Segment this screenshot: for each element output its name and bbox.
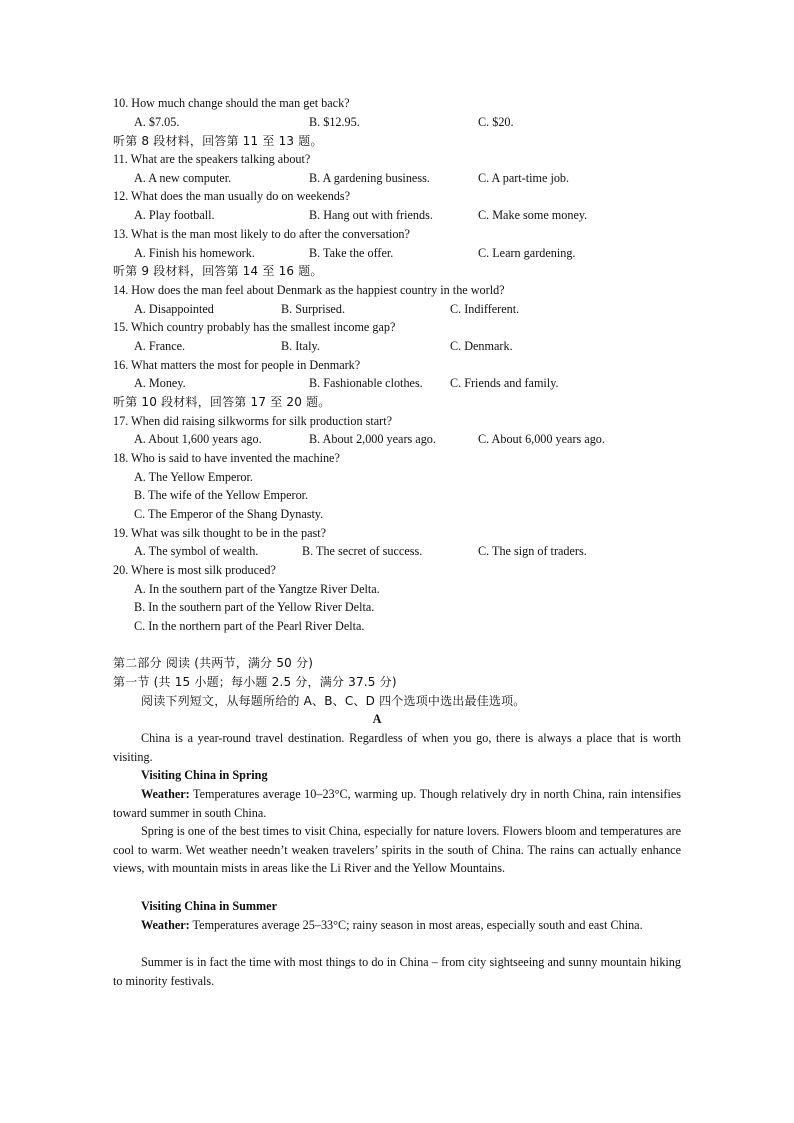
option-14b: B. Surprised. (281, 302, 345, 316)
option-18a: A. The Yellow Emperor. (134, 470, 253, 484)
section-note-10: 听第 10 段材料，回答第 17 至 20 题。 (113, 395, 331, 409)
question-17: 17. When did raising silkworms for silk production start? (113, 414, 393, 428)
question-15: 15. Which country probably has the smallest income gap? (113, 320, 396, 334)
option-14a: A. Disappointed (134, 302, 214, 316)
option-19b: B. The secret of success. (302, 544, 423, 558)
option-15b: B. Italy. (281, 339, 320, 353)
part2-subtitle: 第一节 (共 15 小题；每小题 2.5 分，满分 37.5 分) (113, 675, 397, 689)
option-20b: B. In the southern part of the Yellow River Delta. (134, 600, 375, 614)
option-15c: C. Denmark. (450, 339, 513, 353)
option-10a: A. $7.05. (134, 115, 180, 129)
option-12c: C. Make some money. (478, 208, 588, 222)
weather-label: Weather: (141, 787, 190, 801)
summer-weather (113, 916, 681, 935)
question-20: 20. Where is most silk produced? (113, 563, 276, 577)
option-16b: B. Fashionable clothes. (309, 376, 423, 390)
weather-label: Weather: (141, 918, 190, 932)
option-17a: A. About 1,600 years ago. (134, 432, 262, 446)
option-11b: B. A gardening business. (309, 171, 430, 185)
question-11: 11. What are the speakers talking about? (113, 152, 311, 166)
option-20a: A. In the southern part of the Yangtze River Delta. (134, 582, 380, 596)
option-19a: A. The symbol of wealth. (134, 544, 259, 558)
option-18c: C. The Emperor of the Shang Dynasty. (134, 507, 324, 521)
question-14: 14. How does the man feel about Denmark as the happiest country in the world? (113, 283, 505, 297)
option-10c: C. $20. (478, 115, 514, 129)
question-19: 19. What was silk thought to be in the past? (113, 526, 327, 540)
option-11c: C. A part-time job. (478, 171, 570, 185)
question-13: 13. What is the man most likely to do after the conversation? (113, 227, 410, 241)
question-16: 16. What matters the most for people in Denmark? (113, 358, 361, 372)
passage-intro: China is a year-round travel destination. Regardless of when you go, there is always a place that is worth visiting. (113, 731, 681, 764)
option-12b: B. Hang out with friends. (309, 208, 433, 222)
section-note-8: 听第 8 段材料，回答第 11 至 13 题。 (113, 134, 323, 148)
part2-title: 第二部分 阅读 (共两节，满分 50 分) (113, 656, 314, 670)
spring-weather-text: Temperatures average 10–23°C, warming up. Though relatively dry in north China, rain intensifies toward summer in south China. (113, 787, 681, 820)
question-10: 10. How much change should the man get back? (113, 96, 350, 110)
spring-heading: Visiting China in Spring (141, 768, 268, 782)
option-16a: A. Money. (134, 376, 186, 390)
option-20c: C. In the northern part of the Pearl River Delta. (134, 619, 365, 633)
option-12a: A. Play football. (134, 208, 215, 222)
option-17c: C. About 6,000 years ago. (478, 432, 605, 446)
spring-body: Spring is one of the best times to visit China, especially for nature lovers. Flowers bloom and temperatures are cool to warm. Wet weather needn’t weaken travelers’ spirits in the south of China. The rains can actually enhance views, with mountain mists in areas like the Li River and the Yellow Mountains. (113, 824, 681, 876)
option-11a: A. A new computer. (134, 171, 232, 185)
option-13a: A. Finish his homework. (134, 246, 255, 260)
question-12: 12. What does the man usually do on weekends? (113, 189, 351, 203)
passage-letter: A (372, 712, 382, 726)
spring-weather (113, 785, 681, 822)
option-18b: B. The wife of the Yellow Emperor. (134, 488, 309, 502)
option-14c: C. Indifferent. (450, 302, 520, 316)
section-note-9: 听第 9 段材料，回答第 14 至 16 题。 (113, 264, 323, 278)
option-13c: C. Learn gardening. (478, 246, 576, 260)
option-13b: B. Take the offer. (309, 246, 394, 260)
option-16c: C. Friends and family. (450, 376, 559, 390)
option-19c: C. The sign of traders. (478, 544, 587, 558)
question-18: 18. Who is said to have invented the machine? (113, 451, 340, 465)
summer-weather-text: Temperatures average 25–33°C; rainy season in most areas, especially south and east China. (189, 918, 643, 932)
option-15a: A. France. (134, 339, 186, 353)
option-17b: B. About 2,000 years ago. (309, 432, 436, 446)
part2-instruction: 阅读下列短文，从每题所给的 A、B、C、D 四个选项中选出最佳选项。 (141, 694, 526, 708)
summer-body: Summer is in fact the time with most things to do in China – from city sightseeing and sunny mountain hiking to minority festivals. (113, 955, 681, 988)
option-10b: B. $12.95. (309, 115, 360, 129)
summer-heading: Visiting China in Summer (141, 899, 278, 913)
